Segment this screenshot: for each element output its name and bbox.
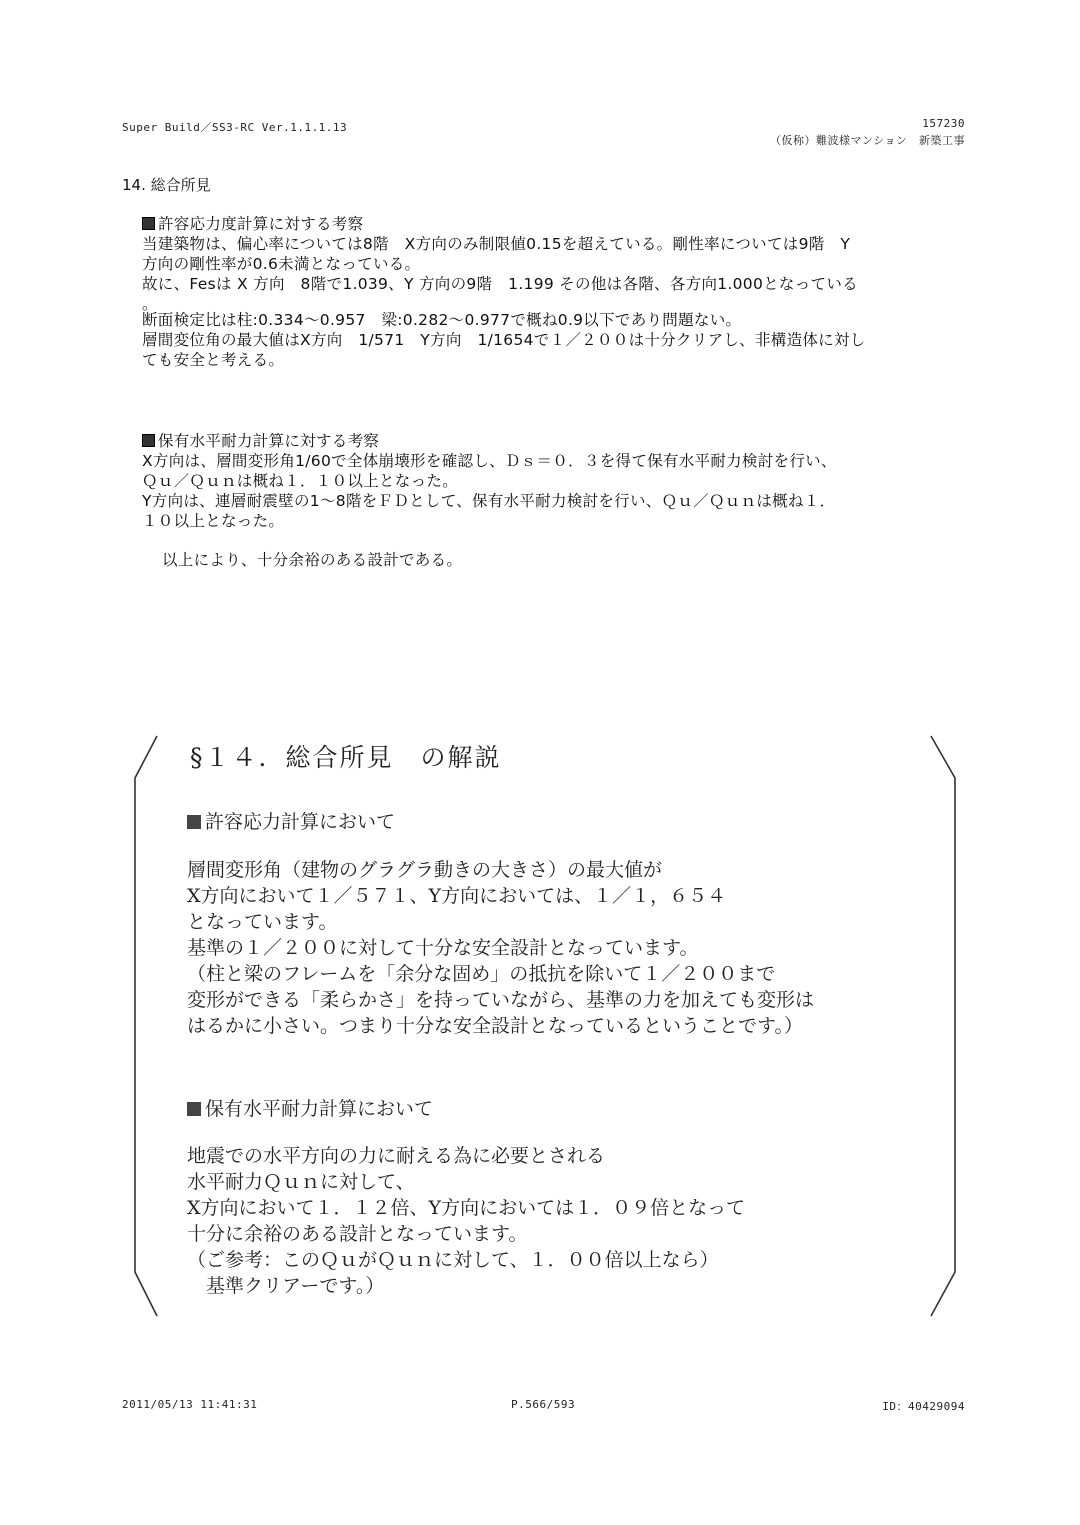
report-line: 当建築物は、偏心率については8階 X方向のみ制限値0.15を超えている。剛性率については9階 Y: [142, 235, 851, 253]
commentary-ultimate-heading: 保有水平耐力計算において: [187, 1094, 433, 1121]
commentary-ultimate-body: [187, 1143, 927, 1299]
project-name: （仮称）難波様マンション 新築工事: [769, 134, 965, 147]
allowable-stress-heading: 許容応力度計算に対する考察: [142, 214, 982, 234]
report-line: Y方向は、連層耐震壁の1～8階をＦＤとして、保有水平耐力検討を行い、Ｑｕ／Ｑｕｎは概ね１．: [142, 492, 836, 510]
commentary-line: X方向において１／５７１、Y方向においては、１／１，６５４: [187, 885, 727, 907]
commentary-line: 基準クリアーです。）: [187, 1275, 385, 1297]
ultimate-capacity-heading: 保有水平耐力計算に対する考察: [142, 431, 982, 451]
commentary-allowable-body: [187, 857, 927, 1039]
print-datetime: 2011/05/13 11:41:31: [122, 1398, 258, 1411]
report-line: １０以上となった。: [142, 512, 285, 530]
report-line: 方向の剛性率が0.6未満となっている。: [142, 255, 421, 273]
page-number: P.566/593: [511, 1398, 576, 1411]
commentary-title: §１４．総合所見 の解説: [190, 743, 502, 772]
commentary-line: 変形ができる「柔らかさ」を持っていながら、基準の力を加えても変形は: [187, 989, 815, 1011]
commentary-line: X方向において１．１２倍、Y方向においては１．０９倍となって: [187, 1197, 746, 1219]
commentary-line: 十分に余裕のある設計となっています。: [187, 1223, 528, 1245]
commentary-allowable-heading: 許容応力計算において: [187, 807, 395, 834]
filled-square-icon: [142, 434, 155, 447]
report-line: 故に、Fesは X 方向 8階で1.039、Y 方向の9階 1.199 その他は各階、各方向1.000となっている: [142, 275, 858, 293]
commentary-line: 基準の１／２００に対して十分な安全設計となっています。: [187, 937, 699, 959]
commentary-line: はるかに小さい。つまり十分な安全設計となっているということです。）: [187, 1015, 803, 1037]
commentary-line: 層間変形角（建物のグラグラ動きの大きさ）の最大値が: [187, 859, 663, 881]
software-version: Super Build／SS3-RC Ver.1.1.1.13: [122, 121, 348, 134]
report-line: Ｑｕ／Ｑｕｎは概ね１．１０以上となった。: [142, 472, 459, 490]
ultimate-capacity-block: [142, 431, 982, 531]
commentary-line: （柱と梁のフレームを「余分な固め」の抵抗を除いて１／２００まで: [187, 963, 776, 985]
commentary-line: （ご参考：このＱｕがＱｕｎに対して、１．００倍以上なら）: [187, 1249, 719, 1271]
allowable-stress-block: [142, 214, 982, 370]
document-id: ID：40429094: [882, 1400, 965, 1413]
report-line: 層間変位角の最大値はX方向 1/571 Y方向 1/1654で１／２００は十分クリアし、非構造体に対し: [142, 331, 866, 349]
commentary-line: 地震での水平方向の力に耐える為に必要とされる: [187, 1145, 606, 1167]
commentary-line: 水平耐力Ｑｕｎに対して、: [187, 1171, 415, 1193]
report-line: 。: [142, 295, 158, 313]
filled-square-icon: [187, 1102, 201, 1116]
report-line: ても安全と考える。: [142, 351, 285, 369]
commentary-line: となっています。: [187, 911, 338, 933]
filled-square-icon: [187, 815, 201, 829]
conclusion-text: 以上により、十分余裕のある設計である。: [162, 551, 463, 569]
report-line: X方向は、層間変形角1/60で全体崩壊形を確認し、Ｄｓ＝０．３を得て保有水平耐力検討を行い、: [142, 452, 837, 470]
document-code: 157230: [922, 117, 965, 130]
report-line: 断面検定比は柱:0.334～0.957 梁:0.282～0.977で概ね0.9以下であり問題ない。: [142, 311, 742, 329]
filled-square-icon: [142, 217, 155, 230]
section-title: 14. 総合所見: [122, 176, 211, 194]
